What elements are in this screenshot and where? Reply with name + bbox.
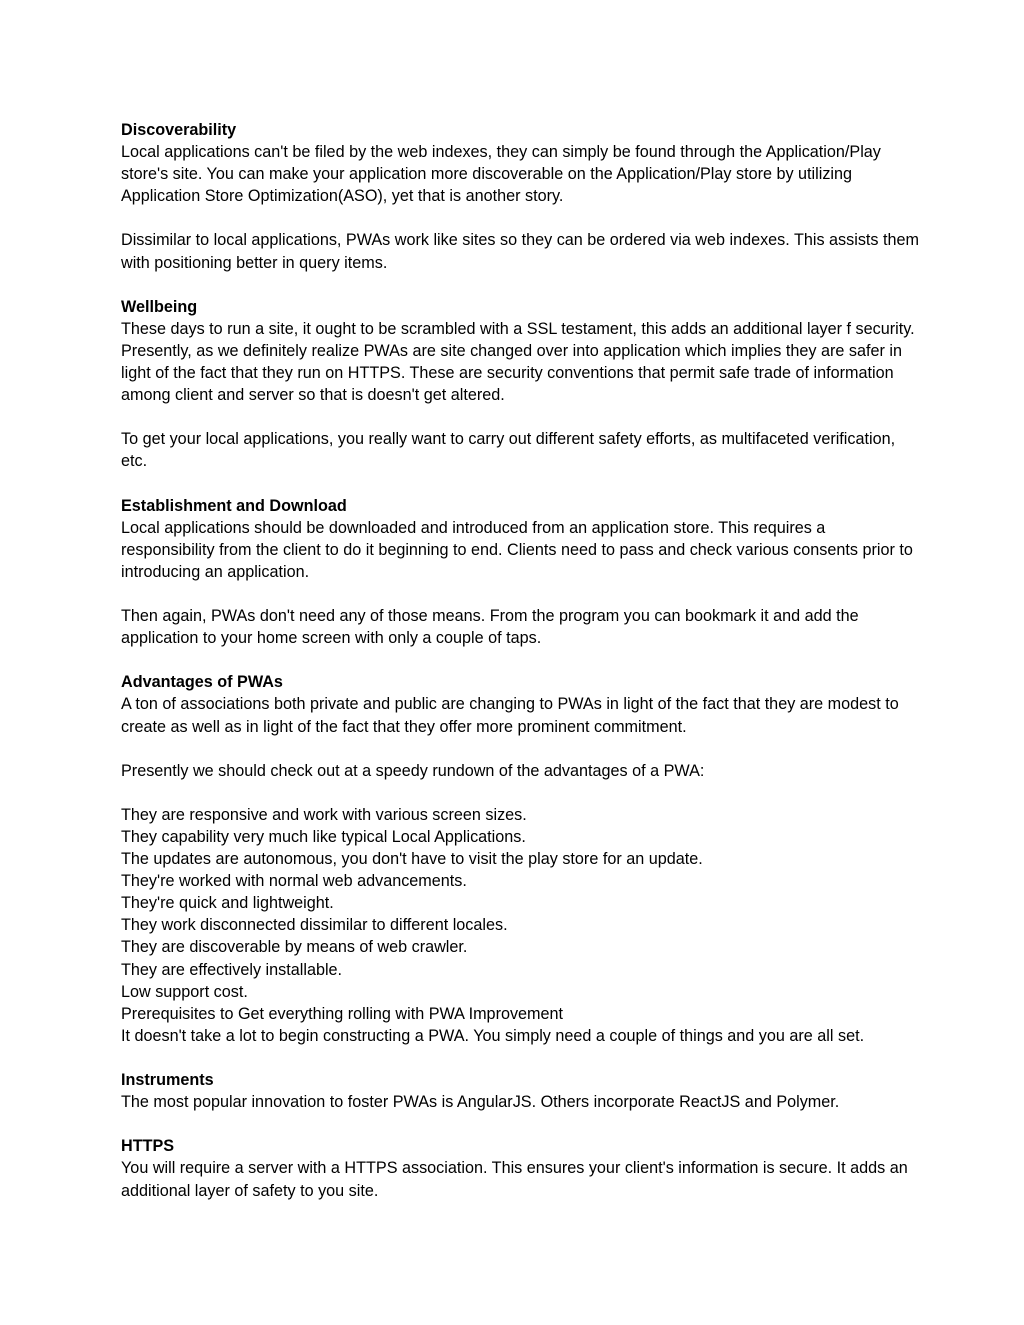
paragraph: The most popular innovation to foster PWAs is AngularJS. Others incorporate ReactJS and Polymer. <box>121 1093 840 1112</box>
paragraph: These days to run a site, it ought to be scrambled with a SSL testament, this adds an additional layer f security. Presently, as we definitely realize PWAs are site changed over into application which implies they are safer in light of the fact that they run on HTTPS. These are security conventions that permit safe trade of information among client and server so that is doesn't get altered. <box>121 319 915 405</box>
list-line: They capability very much like typical Local Applications. <box>121 828 526 846</box>
paragraph: A ton of associations both private and public are changing to PWAs in light of the fact that they are modest to create as well as in light of the fact that they offer more prominent commitment. <box>121 695 899 736</box>
spacer <box>121 782 921 804</box>
spacer <box>121 473 921 495</box>
paragraph: Then again, PWAs don't need any of those means. From the program you can bookmark it and add the application to your home screen with only a couple of taps. <box>121 607 859 648</box>
section-heading-https: HTTPS <box>121 1137 175 1156</box>
spacer <box>121 274 921 296</box>
list-line: They're worked with normal web advancements. <box>121 872 467 891</box>
spacer <box>121 649 921 671</box>
document-body <box>121 119 921 1202</box>
section-heading-discoverability: Discoverability <box>121 121 237 139</box>
spacer <box>121 583 921 605</box>
list-line: Prerequisites to Get everything rolling with PWA Improvement <box>121 1004 564 1023</box>
spacer <box>121 738 921 760</box>
list-line: They work disconnected dissimilar to different locales. <box>121 916 508 935</box>
section-heading-establishment: Establishment and Download <box>121 496 347 515</box>
paragraph: Local applications can't be filed by the web indexes, they can simply be found through the Application/Play store's site. You can make your application more discoverable on the Application/Play store by utilizing Application Store Optimization(ASO), yet that is another story. <box>121 143 881 206</box>
list-line: They are effectively installable. <box>121 960 343 979</box>
section-heading-advantages: Advantages of PWAs <box>121 673 283 692</box>
list-line: The updates are autonomous, you don't have to visit the play store for an update. <box>121 850 703 869</box>
list-line: They are discoverable by means of web crawler. <box>121 938 468 957</box>
spacer <box>121 1047 921 1069</box>
list-line: It doesn't take a lot to begin constructing a PWA. You simply need a couple of things and you are all set. <box>121 1026 865 1045</box>
section-heading-wellbeing: Wellbeing <box>121 297 198 316</box>
list-line: They're quick and lightweight. <box>121 894 334 913</box>
list-line: They are responsive and work with various screen sizes. <box>121 805 527 824</box>
paragraph: Presently we should check out at a speedy rundown of the advantages of a PWA: <box>121 761 705 780</box>
paragraph: Local applications should be downloaded and introduced from an application store. This requires a responsibility from the client to do it beginning to end. Clients need to pass and check various consents prior to introducing an application. <box>121 518 913 581</box>
paragraph: You will require a server with a HTTPS association. This ensures your client's information is secure. It adds an additional layer of safety to you site. <box>121 1159 908 1200</box>
paragraph: Dissimilar to local applications, PWAs work like sites so they can be ordered via web indexes. This assists them with positioning better in query items. <box>121 231 920 272</box>
spacer <box>121 207 921 229</box>
spacer <box>121 406 921 428</box>
section-heading-instruments: Instruments <box>121 1071 214 1090</box>
list-line: Low support cost. <box>121 982 248 1001</box>
paragraph: To get your local applications, you really want to carry out different safety efforts, as multifaceted verification, etc. <box>121 430 896 471</box>
spacer <box>121 1113 921 1135</box>
